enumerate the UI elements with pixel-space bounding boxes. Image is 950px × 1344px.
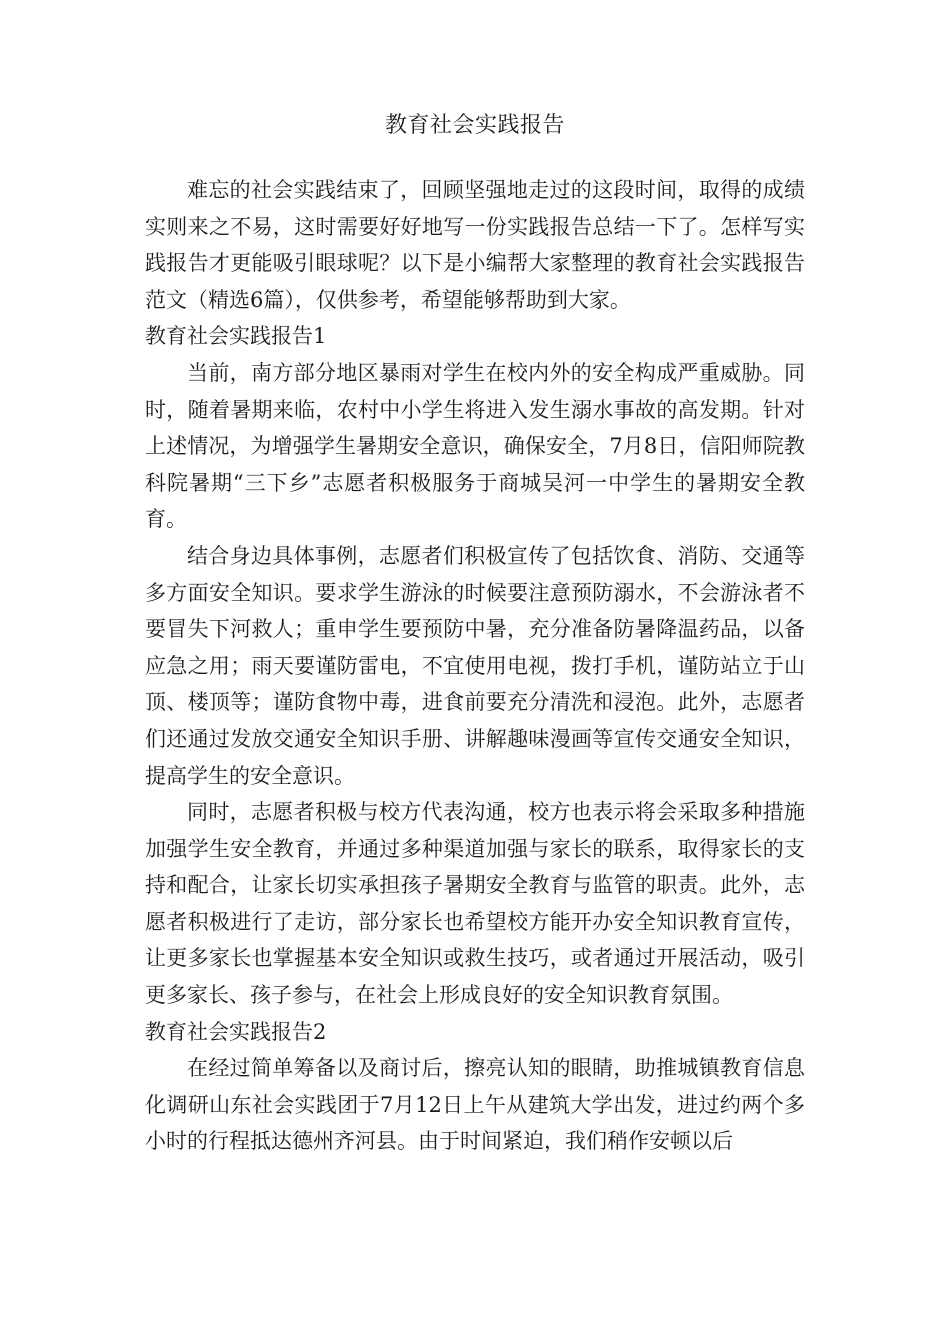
intro-paragraph: 难忘的社会实践结束了，回顾坚强地走过的这段时间，取得的成绩实则来之不易，这时需要好好地写一份实践报告总结一下了。怎样写实践报告才更能吸引眼球呢？以下是小编帮大家整理的教育社会实践报告范文（精选6篇），仅供参考，希望能够帮助到大家。: [145, 178, 805, 312]
section-2: [145, 1014, 805, 1160]
body-paragraph: 同时，志愿者积极与校方代表沟通，校方也表示将会采取多种措施加强学生安全教育，并通过多种渠道加强与家长的联系，取得家长的支持和配合，让家长切实承担孩子暑期安全教育与监管的职责。此外，志愿者积极进行了走访，部分家长也希望校方能开办安全知识教育宣传，让更多家长也掌握基本安全知识或救生技巧，或者通过开展活动，吸引更多家长、孩子参与，在社会上形成良好的安全知识教育氛围。: [145, 800, 805, 1008]
section-1: [145, 318, 805, 1013]
page-title: 教育社会实践报告: [384, 113, 565, 138]
body-paragraph: 当前，南方部分地区暴雨对学生在校内外的安全构成严重威胁。同时，随着暑期来临，农村中小学生将进入发生溺水事故的高发期。针对上述情况，为增强学生暑期安全意识，确保安全，7月8日，信阳师院教科院暑期“三下乡”志愿者积极服务于商城吴河一中学生的暑期安全教育。: [145, 360, 805, 532]
body-paragraph: 结合身边具体事例，志愿者们积极宣传了包括饮食、消防、交通等多方面安全知识。要求学生游泳的时候要注意预防溺水，不会游泳者不要冒失下河救人；重申学生要预防中暑，充分准备防暑降温药品，以备应急之用；雨天要谨防雷电，不宜使用电视，拨打手机，谨防站立于山顶、楼顶等；谨防食物中毒，进食前要充分清洗和浸泡。此外，志愿者们还通过发放交通安全知识手册、讲解趣味漫画等宣传交通安全知识，提高学生的安全意识。: [145, 543, 805, 788]
section-heading: 教育社会实践报告2: [145, 1019, 327, 1044]
section-heading: 教育社会实践报告1: [145, 324, 327, 349]
document-page: [145, 108, 805, 1160]
body-paragraph: 在经过简单筹备以及商讨后，擦亮认知的眼睛，助推城镇教育信息化调研山东社会实践团于7月12日上午从建筑大学出发，进过约两个多小时的行程抵达德州齐河县。由于时间紧迫，我们稍作安顿以后: [145, 1056, 805, 1154]
